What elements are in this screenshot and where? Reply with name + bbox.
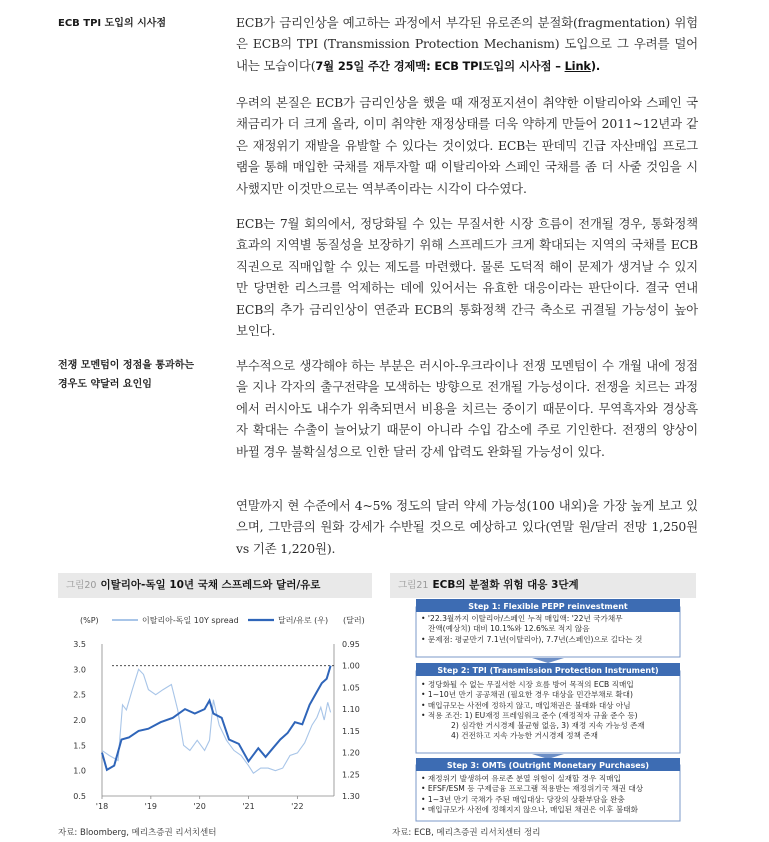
x-tick-label: '18 xyxy=(95,802,109,811)
x-tick-label: '19 xyxy=(144,802,158,811)
left-tick-label: 1.5 xyxy=(73,741,86,751)
figure21-source: 자료: ECB, 메리츠증권 리서치센터 정리 xyxy=(392,828,541,838)
figure20-title: 이탈리아-독일 10년 국채 스프레드와 달러/유로 xyxy=(100,579,321,591)
figure21-number: 그림21 xyxy=(398,580,429,591)
legend-label-usdeur: 달러/유로 (우) xyxy=(278,616,329,625)
step2-bullets xyxy=(421,680,645,742)
right-tick-label: 1.05 xyxy=(342,683,360,693)
figure20-number: 그림20 xyxy=(66,580,97,591)
report-link[interactable]: Link xyxy=(564,58,591,73)
list-item: • 재정위기 발생하여 유로존 분열 위험이 실재할 경우 직매입 xyxy=(421,774,621,783)
x-tick-label: '21 xyxy=(242,802,255,811)
step3-bullets xyxy=(421,774,643,815)
paragraph-fragmentation-concern: 우려의 본질은 ECB가 금리인상을 했을 때 재정포지션이 취약한 이탈리아와 스페인 국채금리가 더 크게 올라, 이미 취약한 재정상태를 더욱 약하게 만들어 2011~12년과 같은 재정위기 재발을 유발할 수 있다는 것이었다. ECB는 판데믹 긴급 자산매입 프로그램을 통해 매입한 국채를 재투자할 때 이탈리아와 스페인 국채를 좀 더 사줄 것임을 시사했지만 이것만으로는 역부족이라는 시각이 다수였다. xyxy=(236,95,698,196)
list-item: • 정당화될 수 없는 무질서한 시장 흐름 방어 목적의 ECB 직매입 xyxy=(421,680,634,689)
series-line-spread xyxy=(102,669,331,773)
list-item: • 매입규모가 사전에 정해지지 않으나, 매입된 채권은 이후 불태화 xyxy=(421,804,638,814)
list-item: • '22.3월까지 이탈리아/스페인 누적 매입액: '22년 국가채무 xyxy=(421,614,623,623)
right-tick-label: 1.15 xyxy=(342,726,360,736)
right-tick-label: 1.25 xyxy=(342,770,360,780)
paragraph-war-momentum: 부수적으로 생각해야 하는 부분은 러시아-우크라이나 전쟁 모멘텀이 수 개월 내에 정점을 지나 각자의 출구전략을 모색하는 방향으로 전개될 가능성이다. 전쟁을 치르는 과정에서 러시아도 내수가 위축되면서 비용을 치르는 중이기 때문이다. 무역흑자와 경상흑자 확대는 수출이 늘어났기 때문이 아니라 수입 감소에 주로 기인한다. 전쟁의 양상이 바뀔 경우 불확실성으로 인한 달러 강세 압력도 완화될 가능성이 있다. xyxy=(236,358,698,459)
legend-label-spread: 이탈리아-독일 10Y spread xyxy=(142,616,239,625)
list-item: • 1~3년 만기 국채가 주된 매입대상: 당장의 상환부담을 완충 xyxy=(421,794,625,804)
paragraph-tpi-intro-end: ). xyxy=(590,58,601,73)
x-tick-label: '22 xyxy=(291,802,304,811)
paragraph-tpi-intro xyxy=(236,12,698,77)
right-axis-unit: (달러) xyxy=(343,616,365,625)
paragraph-dollar-outlook: 연말까지 현 수준에서 4~5% 정도의 달러 약세 가능성(100 내외)을 가장 높게 보고 있으며, 그만큼의 원화 강세가 수반될 것으로 예상하고 있다(연말 원/달러 전망 1,250원 vs 기존 1,220원). xyxy=(236,498,698,556)
left-tick-label: 0.5 xyxy=(73,792,86,801)
left-tick-label: 2.5 xyxy=(73,690,86,700)
x-tick-label: '20 xyxy=(193,802,206,811)
weekly-report-reference: 7월 25일 주간 경제맥: ECB TPI도입의 시사점 – xyxy=(315,58,565,73)
paragraph-ecb-july-meeting: ECB는 7월 회의에서, 정당화될 수 있는 무질서한 시장 흐름이 전개될 경우, 통화정책 효과의 지역별 동질성을 보장하기 위해 스프레드가 크게 확대되는 지역의 국채를 ECB 직권으로 직매입할 수 있는 제도를 마련했다. 물론 도덕적 해이 문제가 생겨날 수 있지만 당면한 리스크를 억제하는 데에 있어서는 유효한 대응이라는 판단이다. 결국 연내 ECB의 추가 금리인상이 연준과 ECB의 통화정책 간극 축소로 귀결될 가능성이 높아 보인다. xyxy=(236,216,698,339)
arrow-down-icon xyxy=(532,658,564,663)
section-label-line-2: 경우도 약달러 요인임 xyxy=(58,379,152,390)
list-item: • 문제점: 평균만기 7.1년(이탈리아), 7.7년(스페인)으로 길다는 것 xyxy=(421,634,643,644)
figure21-header xyxy=(390,573,696,598)
list-item: 4) 건전하고 지속 가능한 거시경제 정책 존재 xyxy=(451,731,598,741)
step1-title: Step 1: Flexible PEPP reinvestment xyxy=(468,602,628,611)
right-tick-label: 1.00 xyxy=(342,661,360,671)
step1-bullets xyxy=(421,614,642,645)
section-label-line-1: 전쟁 모멘텀이 정점을 통과하는 xyxy=(58,360,195,371)
list-item: • 적용 조건: 1) EU재정 프레임워크 준수 (재정적자 규율 준수 등) xyxy=(421,710,638,720)
left-tick-label: 1.0 xyxy=(73,766,86,776)
step3-title: Step 3: OMTs (Outright Monetary Purchases) xyxy=(446,761,650,770)
list-item: 잔액(예상치) 대비 10.1%와 12.6%로 적지 않음 xyxy=(428,624,590,634)
section-label-ecb-tpi: ECB TPI 도입의 시사점 xyxy=(58,18,167,29)
chart-legend xyxy=(112,615,328,625)
section-label-war-momentum xyxy=(58,356,194,394)
right-tick-label: 0.95 xyxy=(342,640,360,649)
left-tick-label: 3.0 xyxy=(73,665,86,675)
figure20-header xyxy=(58,573,372,598)
left-tick-label: 3.5 xyxy=(73,640,86,649)
figure20-chart xyxy=(58,604,378,822)
right-tick-label: 1.30 xyxy=(342,792,360,801)
right-tick-label: 1.20 xyxy=(342,748,360,758)
paragraph-tpi-intro-text: ECB가 금리인상을 예고하는 과정에서 부각된 유로존의 분절화(fragmentation) 위험은 ECB의 TPI (Transmission Protection Mechanism) 도입으로 그 우려를 덜어내는 모습이다( xyxy=(236,15,698,73)
figure20-source: 자료: Bloomberg, 메리츠증권 리서치센터 xyxy=(58,828,217,838)
left-axis-unit: (%P) xyxy=(80,616,99,625)
series-line-usdeur xyxy=(102,666,331,770)
list-item: 2) 심각한 거시경제 불균형 없음, 3) 재정 지속 가능성 존재 xyxy=(451,721,645,731)
list-item: • 매입규모는 사전에 정하지 않고, 매입채권은 불태화 대상 아님 xyxy=(421,700,631,710)
figure21-title: ECB의 분절화 위험 대응 3단계 xyxy=(432,579,579,591)
right-tick-label: 1.10 xyxy=(342,705,360,715)
left-tick-label: 2.0 xyxy=(73,716,86,725)
list-item: • EFSF/ESM 등 구제금융 프로그램 적용받는 재정위기국 채권 대상 xyxy=(421,784,644,794)
list-item: • 1~10년 만기 공공채권 (필요한 경우 대상을 민간부채로 확대) xyxy=(421,690,633,700)
step2-title: Step 2: TPI (Transmission Protection Instrument) xyxy=(437,666,659,675)
